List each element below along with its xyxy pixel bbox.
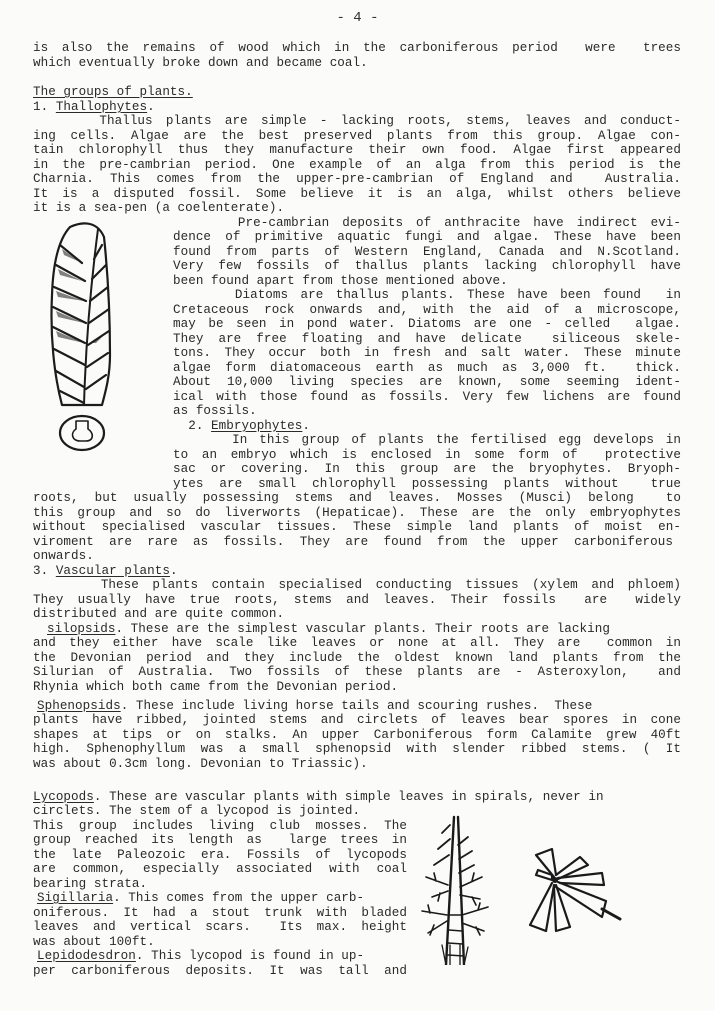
text-line: the Devonian period and they include the oldest known land plants from the [33, 651, 681, 665]
text-line: About 10,000 living species are known, some seeming ident- [173, 375, 681, 389]
charnia-fossil-illustration [40, 215, 120, 455]
text-line: shapes at tips or on stalks. An upper Carboniferous form Calamite grew 40ft [33, 728, 681, 742]
heading-groups-of-plants: The groups of plants. [33, 85, 193, 99]
text-run: . These include living horse tails and scouring rushes. These [120, 699, 593, 713]
text-line: are common, especially associated with coal [33, 862, 407, 876]
subsection-number: 2. [173, 419, 212, 433]
text-line: which eventually broke down and became coal. [33, 56, 368, 70]
text-line: plants have ribbed, jointed stems and circlets of leaves bear spores in cone [33, 713, 681, 727]
text-run: . This lycopod is found in up- [135, 949, 365, 963]
text-line: high. Sphenophyllum was a small sphenopsid with slender ribbed stems. ( It [33, 742, 681, 756]
text-line: ical with those found as fossils. Very few lichens are found [173, 390, 681, 404]
text-line: circlets. The stem of a lycopod is jointed. [33, 804, 361, 818]
text-line: was about 100ft. [33, 935, 155, 949]
text-line: These plants contain specialised conducting tissues (xylem and phloem) [33, 578, 681, 592]
text-line: tain chlorophyll thus they manufacture their own food. Algae first appeared [33, 143, 681, 157]
page-number: - 4 - [336, 10, 379, 26]
subsection-number: 1. [33, 100, 56, 114]
text-line-lepidodendron [37, 949, 364, 963]
text-run: . These are vascular plants with simple leaves in spirals, never in [93, 790, 604, 804]
subsection-title: Vascular plants [55, 564, 170, 578]
text-line: was about 0.3cm long. Devonian to Triassic). [33, 757, 368, 771]
text-line: per carboniferous deposits. It was tall and [33, 964, 407, 978]
text-line: They usually have true roots, stems and leaves. Their fossils are widely [33, 593, 681, 607]
text-line: tons. They occur both in fresh and salt water. These minute [173, 346, 681, 360]
text-line: Silurian of Australia. Two fossils of these plants are - Asteroxylon, and [33, 665, 681, 679]
text-line: algae form diatomaceous earth as much as 3,000 ft. thick. [173, 361, 681, 375]
text-line: viroment are rare as fossils. They are found from the upper carboniferous [33, 535, 673, 549]
text-line: it is a sea-pen (a coelenterate). [33, 201, 285, 215]
text-line: It is a disputed fossil. Some believe it is an alga, whilst others believe [33, 187, 681, 201]
text-line: distributed and are quite common. [33, 607, 285, 621]
text-line: without specialised vascular tissues. These simple land plants of moist en- [33, 520, 681, 534]
punctuation: . [169, 564, 178, 578]
subsection-title: Embryophytes [211, 419, 303, 433]
punctuation: . [302, 419, 310, 433]
text-line: as fossils. [173, 404, 257, 418]
text-line: Very few fossils of thallus plants lacking chlorophyll have [173, 259, 681, 273]
text-line: the late Paleozoic era. Fossils of lycopods [33, 848, 407, 862]
text-line-sigillaria [37, 891, 364, 905]
subsection-heading-thallophytes [33, 100, 155, 114]
section-heading [33, 85, 193, 99]
punctuation: . [147, 100, 155, 114]
text-line: Charnia. This comes from the upper-pre-cambrian of England and Australia. [33, 172, 681, 186]
text-line: group reached its length as large trees in [33, 833, 407, 847]
text-line: may be seen in pond water. Diatoms are one - celled algae. [173, 317, 681, 331]
text-line: in the pre-cambrian period. One example of an alga from this period is the [33, 158, 681, 172]
text-line: sac or covering. In this group are the bryophytes. Bryoph- [173, 462, 681, 476]
text-line: ing cells. Algae are the best preserved plants from this group. Algae con- [33, 129, 681, 143]
text-line: bearing strata. [33, 877, 148, 891]
text-line: They are free floating and have delicate siliceous skele- [173, 332, 681, 346]
text-line: is also the remains of wood which in the carboniferous period were trees [33, 41, 681, 55]
subsection-title: Thallophytes [55, 100, 148, 114]
subsection-heading-embryophytes [173, 419, 310, 433]
text-line: In this group of plants the fertilised egg develops in [173, 433, 681, 447]
text-line: to an embryo which is enclosed in some form of protective [173, 448, 681, 462]
text-run: . This comes from the upper carb- [113, 891, 365, 905]
text-line: Cretaceous rock onwards and, with the aid of a microscope, [173, 303, 681, 317]
term-psilopsids: silopsids [47, 622, 116, 636]
sphenophyllum-whorl-illustration [522, 845, 642, 945]
text-line: Thallus plants are simple - lacking roots, stems, leaves and conduct- [33, 114, 681, 128]
text-line: this group and so do liverworts (Hepaticae). These are the only embryophytes [33, 506, 681, 520]
text-line: dence of primitive aquatic fungi and algae. These have been [173, 230, 681, 244]
text-line: oniferous. It had a stout trunk with bladed [33, 906, 407, 920]
subsection-heading-vascular-plants [33, 564, 178, 578]
text-line: been found apart from those mentioned above. [173, 274, 508, 288]
term-lepidodendron: Lepidodesdron [37, 949, 136, 963]
text-line: and they either have scale like leaves or none at all. They are common in [33, 636, 681, 650]
text-run: . These are the simplest vascular plants. Their roots are lacking [115, 622, 610, 636]
term-lycopods: Lycopods [33, 790, 94, 804]
text-line-lycopods [33, 790, 604, 804]
text-line: Pre-cambrian deposits of anthracite have indirect evi- [173, 216, 681, 230]
term-sphenopsids: Sphenopsids [37, 699, 121, 713]
lycopod-tree-illustration [420, 815, 500, 965]
text-line: Diatoms are thallus plants. These have been found in [173, 288, 681, 302]
text-line: Rhynia which both came from the Devonian period. [33, 680, 399, 694]
text-line: ytes are small chlorophyll possessing plants without true [173, 477, 681, 491]
text-line: leaves and vertical scars. Its max. height [33, 920, 407, 934]
text-line: This group includes living club mosses. The [33, 819, 407, 833]
text-line: roots, but usually possessing stems and leaves. Mosses (Musci) belong to [33, 491, 681, 505]
term-sigillaria: Sigillaria [37, 891, 114, 905]
text-line-sphenopsids [37, 699, 592, 713]
subsection-number: 3. [33, 564, 56, 578]
text-line: found from parts of Western England, Canada and N.Scotland. [173, 245, 681, 259]
text-line-psilopsids [47, 622, 681, 636]
text-line: onwards. [33, 549, 94, 563]
